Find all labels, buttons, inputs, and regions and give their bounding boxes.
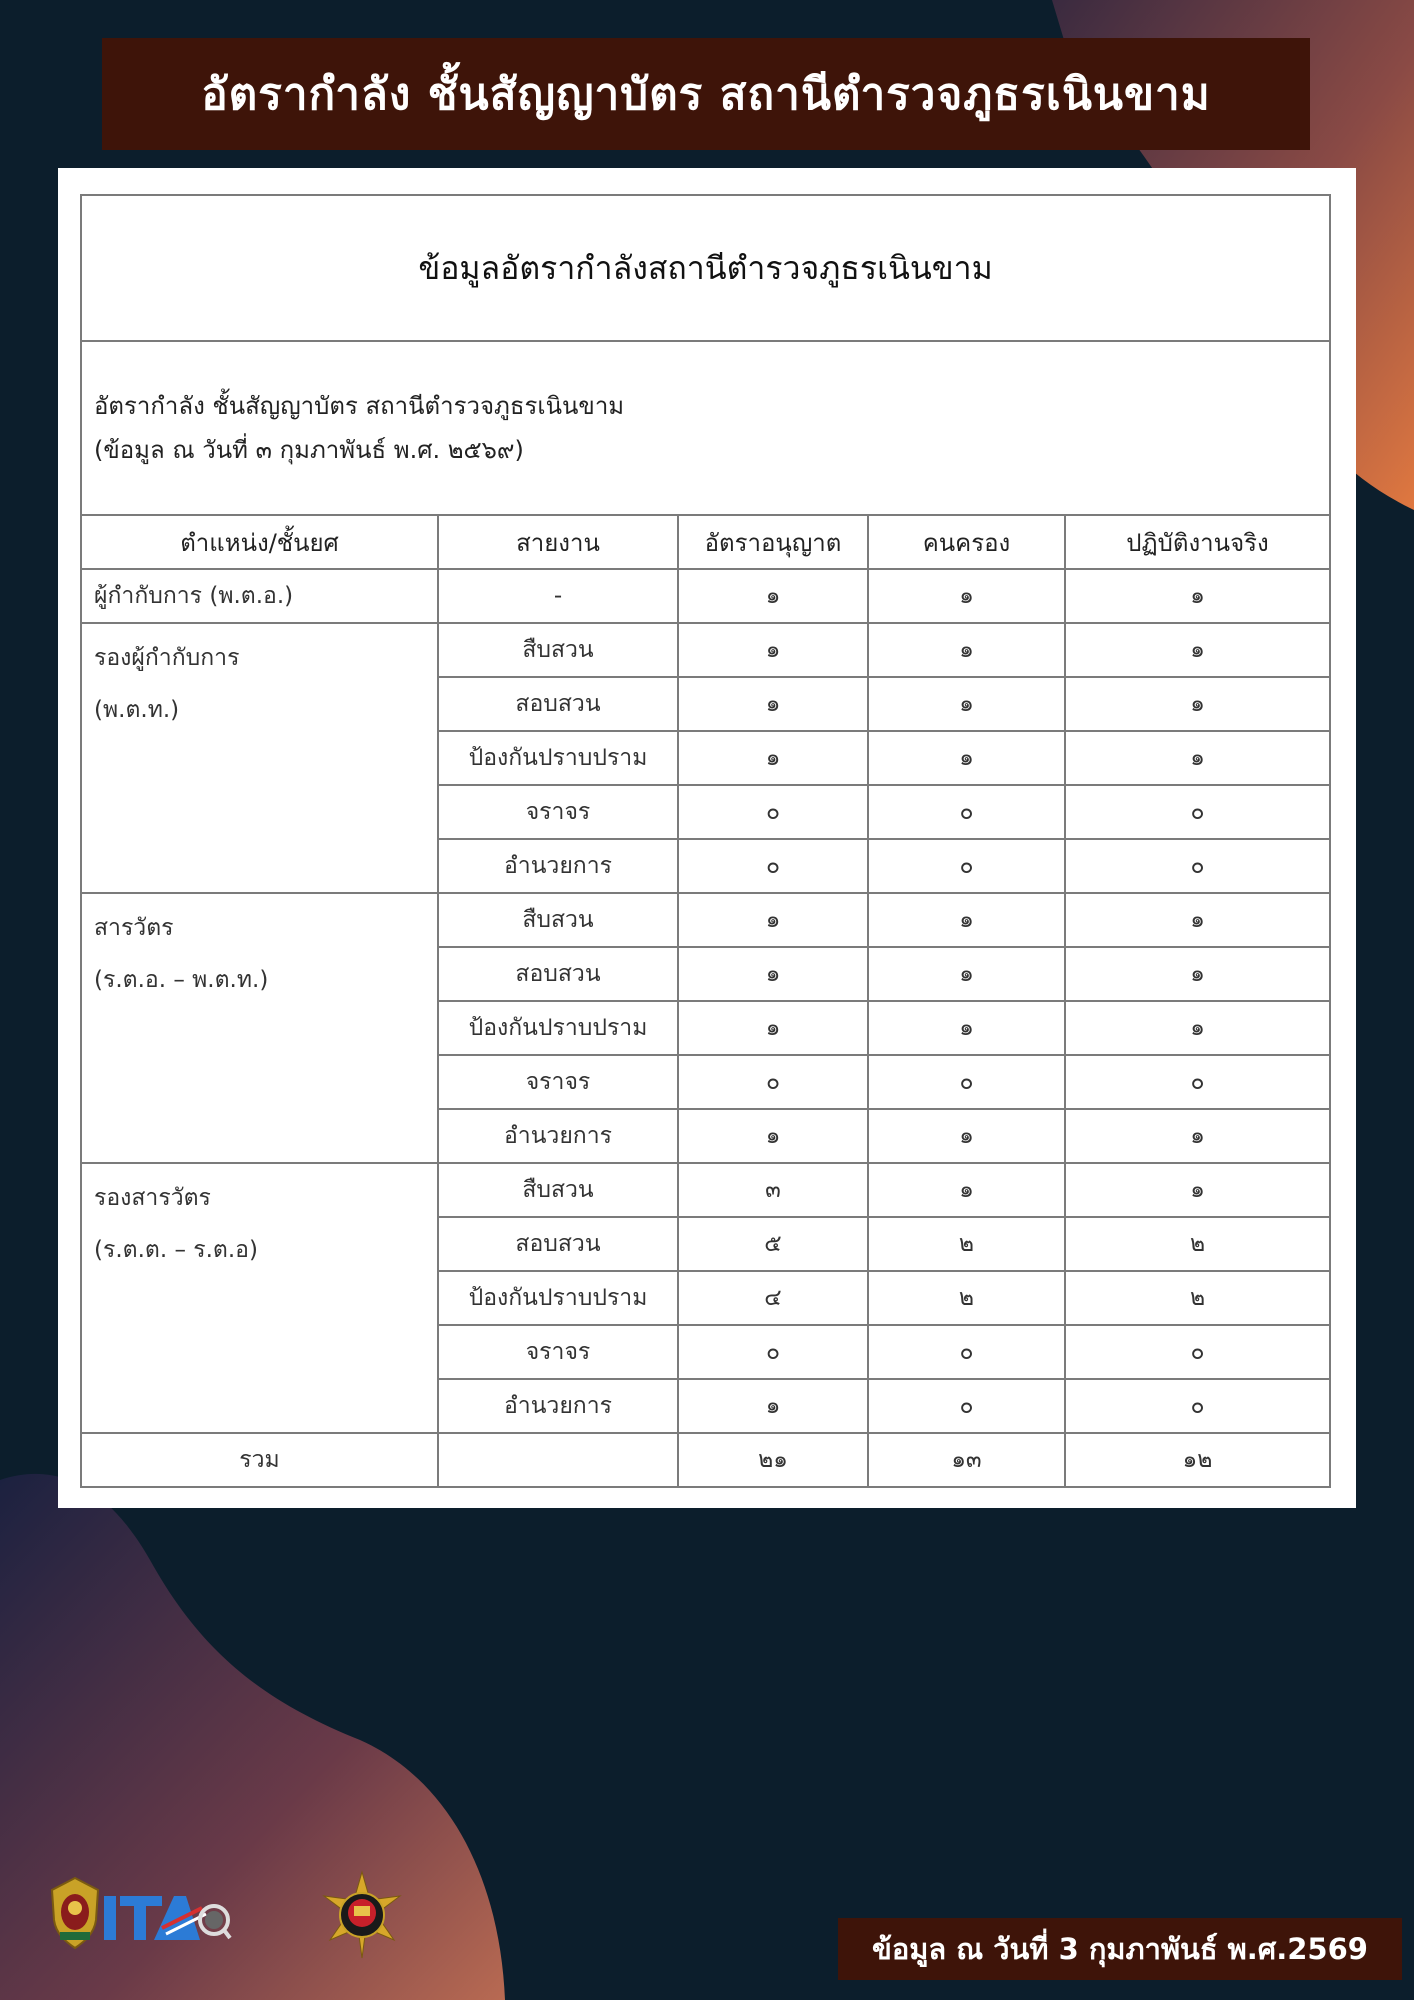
occupied-cell: ๑ <box>868 569 1065 623</box>
document-subtitle <box>81 341 1330 515</box>
actual-cell: ๑ <box>1065 569 1330 623</box>
position-cell: ผู้กำกับการ (พ.ต.อ.) <box>81 569 438 623</box>
allowed-cell: ๕ <box>678 1217 868 1271</box>
line-cell: สอบสวน <box>438 1217 678 1271</box>
position-group-cell <box>81 1163 438 1433</box>
actual-cell: ๐ <box>1065 1379 1330 1433</box>
table-row <box>81 623 1330 677</box>
header-line: สายงาน <box>438 515 678 569</box>
actual-cell: ๒ <box>1065 1271 1330 1325</box>
header-actual: ปฏิบัติงานจริง <box>1065 515 1330 569</box>
total-occupied: ๑๓ <box>868 1433 1065 1487</box>
total-line-cell <box>438 1433 678 1487</box>
position-title: รองผู้กำกับการ <box>94 645 240 671</box>
manpower-table <box>80 194 1331 1488</box>
allowed-cell: ๑ <box>678 893 868 947</box>
actual-cell: ๑ <box>1065 1109 1330 1163</box>
occupied-cell: ๑ <box>868 731 1065 785</box>
allowed-cell: ๐ <box>678 1325 868 1379</box>
occupied-cell: ๐ <box>868 1325 1065 1379</box>
position-rank: (พ.ต.ท.) <box>94 697 180 723</box>
footer-date: ข้อมูล ณ วันที่ 3 กุมภาพันธ์ พ.ศ.2569 <box>872 1932 1368 1966</box>
line-cell: อำนวยการ <box>438 1379 678 1433</box>
actual-cell: ๑ <box>1065 1163 1330 1217</box>
actual-cell: ๑ <box>1065 893 1330 947</box>
occupied-cell: ๑ <box>868 623 1065 677</box>
line-cell: สอบสวน <box>438 947 678 1001</box>
table-row <box>81 1163 1330 1217</box>
position-group-cell <box>81 893 438 1163</box>
line-cell: ป้องกันปราบปราม <box>438 731 678 785</box>
occupied-cell: ๐ <box>868 839 1065 893</box>
police-crest-logo <box>46 1876 104 1950</box>
actual-cell: ๑ <box>1065 947 1330 1001</box>
allowed-cell: ๑ <box>678 947 868 1001</box>
actual-cell: ๑ <box>1065 677 1330 731</box>
actual-cell: ๑ <box>1065 731 1330 785</box>
line-cell: - <box>438 569 678 623</box>
occupied-cell: ๐ <box>868 1055 1065 1109</box>
actual-cell: ๐ <box>1065 1055 1330 1109</box>
position-group-cell <box>81 623 438 893</box>
line-cell: ป้องกันปราบปราม <box>438 1271 678 1325</box>
line-cell: อำนวยการ <box>438 839 678 893</box>
line-cell: สืบสวน <box>438 623 678 677</box>
occupied-cell: ๑ <box>868 1001 1065 1055</box>
occupied-cell: ๑ <box>868 893 1065 947</box>
total-label: รวม <box>81 1433 438 1487</box>
page-title: อัตรากำลัง ชั้นสัญญาบัตร สถานีตำรวจภูธรเนินขาม <box>201 69 1211 120</box>
occupied-cell: ๒ <box>868 1271 1065 1325</box>
actual-cell: ๐ <box>1065 839 1330 893</box>
position-rank: (ร.ต.อ. – พ.ต.ท.) <box>94 967 269 993</box>
actual-cell: ๐ <box>1065 1325 1330 1379</box>
allowed-cell: ๐ <box>678 1055 868 1109</box>
allowed-cell: ๑ <box>678 623 868 677</box>
occupied-cell: ๑ <box>868 1163 1065 1217</box>
subtitle-line-1: อัตรากำลัง ชั้นสัญญาบัตร สถานีตำรวจภูธรเนินขาม <box>94 392 625 420</box>
line-cell: สืบสวน <box>438 893 678 947</box>
position-rank: (ร.ต.ต. – ร.ต.อ) <box>94 1237 258 1263</box>
occupied-cell: ๐ <box>868 785 1065 839</box>
allowed-cell: ๐ <box>678 785 868 839</box>
document-title: ข้อมูลอัตรากำลังสถานีตำรวจภูธรเนินขาม <box>81 195 1330 341</box>
total-actual: ๑๒ <box>1065 1433 1330 1487</box>
line-cell: จราจร <box>438 1055 678 1109</box>
table-row <box>81 569 1330 623</box>
occupied-cell: ๑ <box>868 947 1065 1001</box>
table-row <box>81 893 1330 947</box>
header-allowed: อัตราอนุญาต <box>678 515 868 569</box>
line-cell: ป้องกันปราบปราม <box>438 1001 678 1055</box>
occupied-cell: ๑ <box>868 677 1065 731</box>
actual-cell: ๑ <box>1065 623 1330 677</box>
line-cell: สืบสวน <box>438 1163 678 1217</box>
table-header-row <box>81 515 1330 569</box>
ita-logo <box>102 1878 232 1950</box>
allowed-cell: ๑ <box>678 677 868 731</box>
occupied-cell: ๒ <box>868 1217 1065 1271</box>
line-cell: สอบสวน <box>438 677 678 731</box>
position-title: รองสารวัตร <box>94 1185 211 1211</box>
line-cell: อำนวยการ <box>438 1109 678 1163</box>
occupied-cell: ๑ <box>868 1109 1065 1163</box>
footer-date-banner <box>838 1918 1402 1980</box>
police-station-emblem-logo <box>314 1870 410 1960</box>
allowed-cell: ๔ <box>678 1271 868 1325</box>
allowed-cell: ๑ <box>678 1379 868 1433</box>
allowed-cell: ๐ <box>678 839 868 893</box>
actual-cell: ๑ <box>1065 1001 1330 1055</box>
total-row <box>81 1433 1330 1487</box>
actual-cell: ๐ <box>1065 785 1330 839</box>
position-title: สารวัตร <box>94 915 174 941</box>
document-panel <box>58 168 1356 1508</box>
line-cell: จราจร <box>438 785 678 839</box>
total-allowed: ๒๑ <box>678 1433 868 1487</box>
allowed-cell: ๑ <box>678 569 868 623</box>
header-occupied: คนครอง <box>868 515 1065 569</box>
actual-cell: ๒ <box>1065 1217 1330 1271</box>
line-cell: จราจร <box>438 1325 678 1379</box>
allowed-cell: ๓ <box>678 1163 868 1217</box>
allowed-cell: ๑ <box>678 731 868 785</box>
allowed-cell: ๑ <box>678 1001 868 1055</box>
header-position: ตำแหน่ง/ชั้นยศ <box>81 515 438 569</box>
subtitle-line-2: (ข้อมูล ณ วันที่ ๓ กุมภาพันธ์ พ.ศ. ๒๕๖๙) <box>94 436 524 464</box>
page-title-banner <box>102 38 1310 150</box>
allowed-cell: ๑ <box>678 1109 868 1163</box>
occupied-cell: ๐ <box>868 1379 1065 1433</box>
